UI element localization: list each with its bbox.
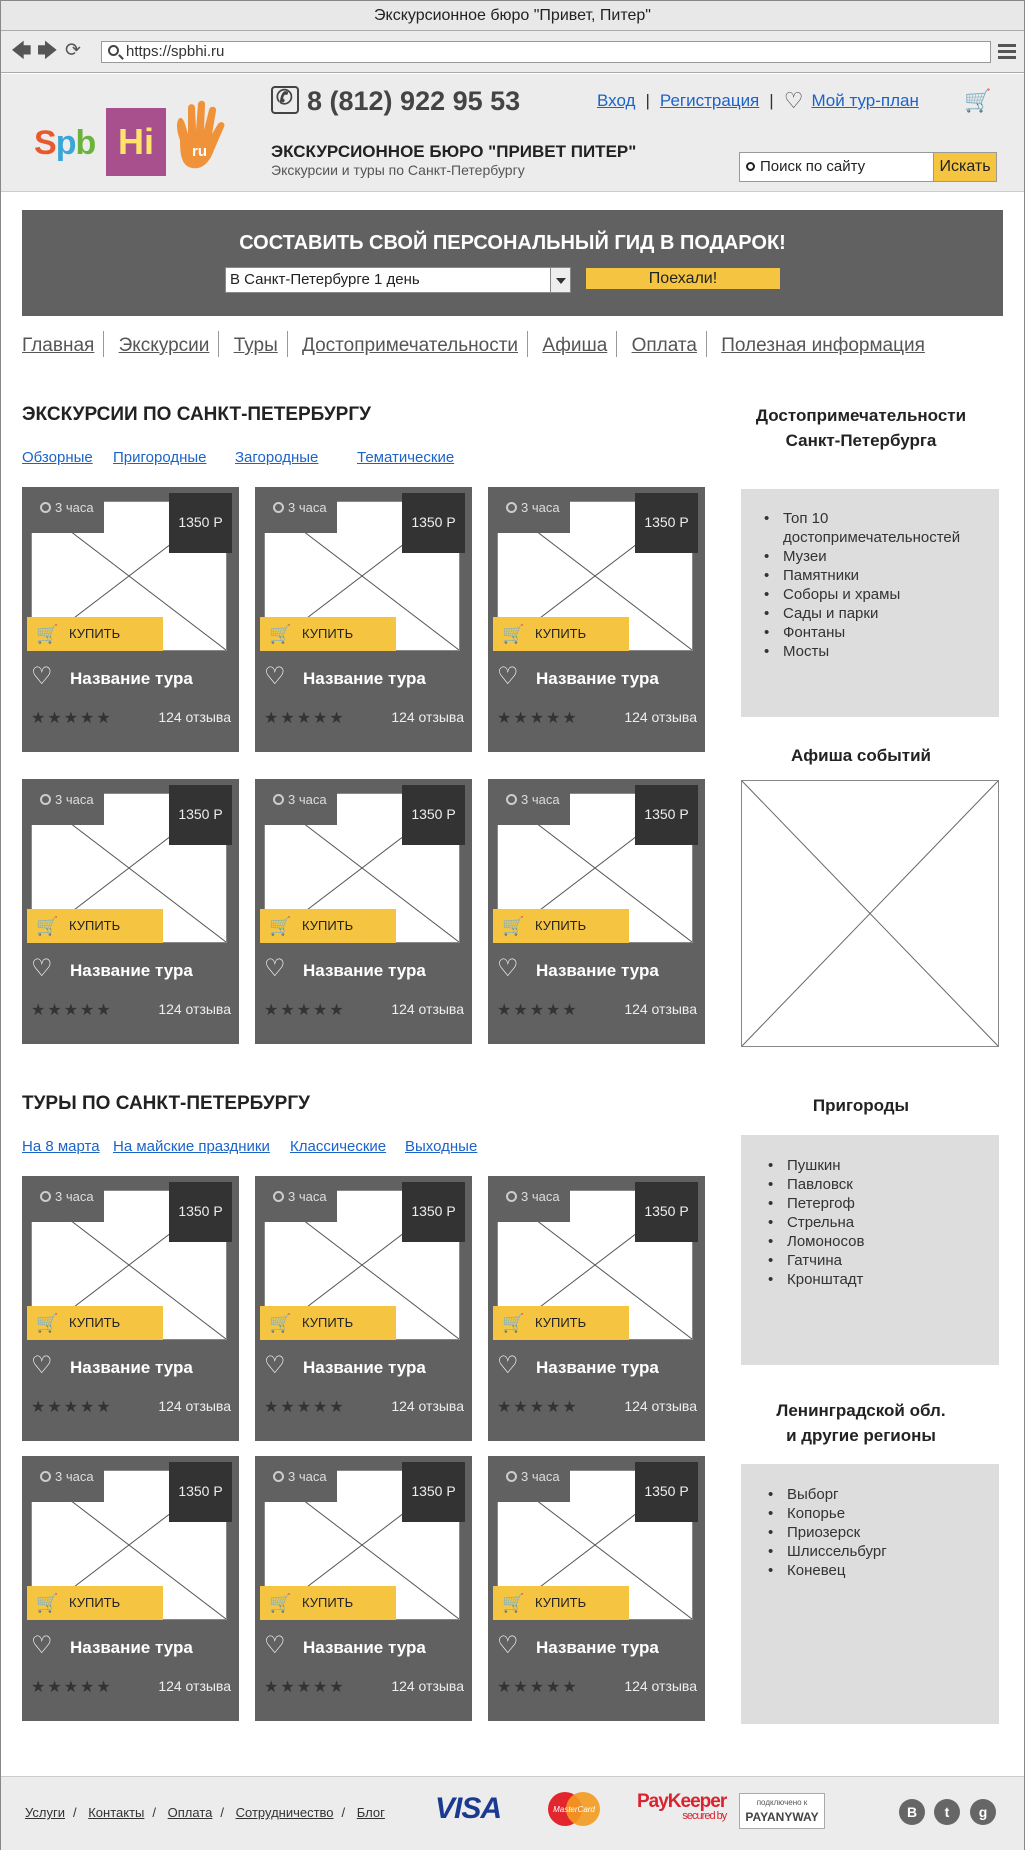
guide-select-value: В Санкт-Петербурге 1 день (230, 271, 420, 288)
buy-button[interactable]: 🛒 КУПИТЬ (260, 1586, 396, 1620)
cart-icon: 🛒 (36, 1313, 59, 1333)
tour-name[interactable]: Название тура (536, 1358, 659, 1377)
cart-icon: 🛒 (269, 1593, 292, 1613)
cart-icon: 🛒 (36, 1593, 59, 1613)
payanyway-logo: подключено к PAYANYWAY (739, 1793, 825, 1829)
tours-title: ТУРЫ ПО САНКТ-ПЕТЕРБУРГУ (22, 1093, 310, 1114)
forward-arrow-icon[interactable]: 🡆 (37, 40, 58, 62)
tour-name[interactable]: Название тура (303, 961, 426, 980)
cart-icon: 🛒 (269, 1313, 292, 1333)
tour-price: 1350 Р (635, 1462, 698, 1522)
clock-icon (506, 502, 517, 513)
search-button[interactable]: Искать (933, 152, 997, 182)
paykeeper-logo: PayKeeper secured by (637, 1791, 727, 1822)
sights-item[interactable]: • Музеи (783, 547, 993, 566)
filter-march-8[interactable]: На 8 марта (22, 1138, 100, 1155)
suburbs-title: Пригороды (812, 1096, 910, 1115)
nav-useful-info[interactable]: Полезная информация (721, 335, 925, 356)
clock-icon (273, 1191, 284, 1202)
excursions-title: ЭКСКУРСИИ ПО САНКТ-ПЕТЕРБУРГУ (22, 404, 371, 425)
tour-card[interactable] (22, 779, 239, 1044)
nav-sights[interactable]: Достопримечательности (302, 335, 519, 356)
rating-stars: ★★★★★ (264, 1002, 346, 1019)
rating-stars: ★★★★★ (31, 710, 113, 727)
tour-name[interactable]: Название тура (536, 1638, 659, 1657)
tour-name[interactable]: Название тура (70, 961, 193, 980)
mastercard-logo (547, 1791, 601, 1827)
suburbs-item[interactable]: • Пушкин (787, 1156, 999, 1175)
nav-payment[interactable]: Оплата (631, 335, 697, 356)
nav-tours[interactable]: Туры (233, 335, 278, 356)
regions-title: Ленинградской обл. и другие регионы (776, 1401, 946, 1445)
buy-button[interactable]: 🛒 КУПИТЬ (27, 1306, 163, 1340)
main-nav (22, 331, 925, 357)
cart-icon: 🛒 (269, 624, 292, 644)
buy-button[interactable]: 🛒 КУПИТЬ (260, 909, 396, 943)
reviews-count[interactable]: 124 отзыва (624, 1398, 697, 1414)
reviews-count[interactable]: 124 отзыва (391, 1678, 464, 1694)
tour-duration: 3 часа (496, 1186, 570, 1222)
heart-icon[interactable]: ♡ (31, 1352, 53, 1379)
cart-icon: 🛒 (502, 624, 525, 644)
vk-icon[interactable]: В (899, 1799, 925, 1825)
site-footer (1, 1776, 1024, 1850)
buy-button[interactable]: 🛒 КУПИТЬ (27, 617, 163, 651)
tour-duration: 3 часа (263, 789, 337, 825)
suburbs-item[interactable]: • Ломоносов (787, 1232, 999, 1251)
tour-duration: 3 часа (496, 789, 570, 825)
buy-button[interactable]: 🛒 КУПИТЬ (260, 1306, 396, 1340)
login-link[interactable]: Вход (597, 91, 636, 110)
sights-item[interactable]: • Мосты (783, 642, 993, 661)
site-header (1, 74, 1024, 192)
search-icon (108, 45, 119, 56)
google-icon[interactable]: g (970, 1799, 996, 1825)
tour-duration: 3 часа (496, 1466, 570, 1502)
heart-icon[interactable]: ♡ (497, 955, 519, 982)
clock-icon (40, 794, 51, 805)
footer-link-partnership[interactable]: Сотрудничество (235, 1805, 334, 1820)
buy-button[interactable]: 🛒 КУПИТЬ (493, 909, 629, 943)
suburbs-item[interactable]: • Павловск (787, 1175, 999, 1194)
regions-item[interactable]: • Выборг (787, 1485, 999, 1504)
logo-hi: Hi (106, 108, 166, 176)
tour-price: 1350 Р (635, 1182, 698, 1242)
rating-stars: ★★★★★ (497, 1679, 579, 1696)
filter-thematic[interactable]: Тематические (357, 449, 455, 466)
cart-icon: 🛒 (269, 916, 292, 936)
tour-price: 1350 Р (402, 785, 465, 845)
footer-link-contacts[interactable]: Контакты (88, 1805, 145, 1820)
regions-item[interactable]: • Шлиссельбург (787, 1542, 999, 1561)
heart-icon[interactable]: ♡ (783, 88, 804, 113)
afisha-image[interactable] (741, 780, 999, 1047)
tour-card[interactable] (22, 487, 239, 752)
go-button[interactable]: Поехали! (586, 268, 780, 289)
rating-stars: ★★★★★ (264, 710, 346, 727)
reviews-count[interactable]: 124 отзыва (624, 1678, 697, 1694)
filter-suburban[interactable]: Пригородные (113, 449, 207, 466)
filter-may-holidays[interactable]: На майские праздники (113, 1138, 270, 1155)
phone-number[interactable] (271, 86, 520, 117)
site-logo[interactable] (34, 100, 224, 176)
tour-duration: 3 часа (263, 497, 337, 533)
heart-icon[interactable]: ♡ (264, 1352, 286, 1379)
regions-item[interactable]: • Копорье (787, 1504, 999, 1523)
suburbs-item[interactable]: • Кронштадт (787, 1270, 999, 1289)
window-title: Экскурсионное бюро "Привет, Питер" (1, 1, 1024, 31)
heart-icon[interactable]: ♡ (497, 663, 519, 690)
rating-stars: ★★★★★ (264, 1679, 346, 1696)
regions-item[interactable]: • Приозерск (787, 1523, 999, 1542)
tour-name[interactable]: Название тура (70, 1638, 193, 1657)
reviews-count[interactable]: 124 отзыва (391, 709, 464, 725)
buy-button[interactable]: 🛒 КУПИТЬ (27, 1586, 163, 1620)
search-placeholder: Поиск по сайту (760, 158, 866, 175)
clock-icon (40, 1191, 51, 1202)
reviews-count[interactable]: 124 отзыва (624, 1001, 697, 1017)
filter-classic[interactable]: Классические (290, 1138, 387, 1155)
clock-icon (506, 1191, 517, 1202)
tour-card[interactable] (488, 1456, 705, 1721)
regions-box (741, 1464, 999, 1724)
phone-icon (271, 86, 299, 114)
rating-stars: ★★★★★ (497, 1399, 579, 1416)
filter-country[interactable]: Загородные (235, 449, 319, 466)
tour-duration: 3 часа (263, 1186, 337, 1222)
heart-icon[interactable]: ♡ (264, 1632, 286, 1659)
rating-stars: ★★★★★ (497, 1002, 579, 1019)
tour-price: 1350 Р (635, 785, 698, 845)
logo-ru: ru (192, 143, 207, 160)
guide-select[interactable] (225, 267, 571, 293)
buy-button[interactable]: 🛒 КУПИТЬ (493, 617, 629, 651)
heart-icon[interactable]: ♡ (497, 1632, 519, 1659)
back-arrow-icon[interactable]: 🡄 (11, 40, 32, 62)
tour-duration: 3 часа (30, 1186, 104, 1222)
cart-icon: 🛒 (502, 916, 525, 936)
reviews-count[interactable]: 124 отзыва (624, 709, 697, 725)
suburbs-item[interactable]: • Гатчина (787, 1251, 999, 1270)
heart-icon[interactable]: ♡ (264, 955, 286, 982)
search-input[interactable] (739, 152, 935, 182)
tour-card[interactable] (22, 1176, 239, 1441)
sights-box (741, 489, 999, 717)
nav-home[interactable]: Главная (22, 335, 95, 356)
clock-icon (40, 502, 51, 513)
tour-duration: 3 часа (496, 497, 570, 533)
tour-price: 1350 Р (402, 493, 465, 553)
rating-stars: ★★★★★ (31, 1399, 113, 1416)
search-icon (746, 162, 755, 171)
footer-link-payment[interactable]: Оплата (167, 1805, 213, 1820)
tour-price: 1350 Р (169, 493, 232, 553)
tour-card[interactable] (22, 1456, 239, 1721)
menu-icon[interactable] (998, 44, 1016, 62)
reviews-count[interactable]: 124 отзыва (158, 1398, 231, 1414)
tour-duration: 3 часа (30, 789, 104, 825)
tour-price: 1350 Р (402, 1462, 465, 1522)
rating-stars: ★★★★★ (31, 1679, 113, 1696)
tour-name[interactable]: Название тура (303, 1638, 426, 1657)
register-link[interactable]: Регистрация (659, 91, 760, 110)
tour-duration: 3 часа (30, 1466, 104, 1502)
suburbs-item[interactable]: • Петергоф (787, 1194, 999, 1213)
heart-icon[interactable]: ♡ (264, 663, 286, 690)
heart-icon[interactable]: ♡ (31, 663, 53, 690)
banner-title: СОСТАВИТЬ СВОЙ ПЕРСОНАЛЬНЫЙ ГИД В ПОДАРОК! (239, 232, 786, 254)
tour-name[interactable]: Название тура (70, 669, 193, 688)
tour-price: 1350 Р (169, 785, 232, 845)
reviews-count[interactable]: 124 отзыва (158, 709, 231, 725)
nav-excursions[interactable]: Экскурсии (118, 335, 210, 356)
clock-icon (273, 794, 284, 805)
clock-icon (273, 502, 284, 513)
afisha-title: Афиша событий (790, 746, 932, 765)
sights-item[interactable]: • Фонтаны (783, 623, 993, 642)
tour-duration: 3 часа (30, 497, 104, 533)
tour-price: 1350 Р (169, 1182, 232, 1242)
rating-stars: ★★★★★ (264, 1399, 346, 1416)
my-plan-link[interactable]: Мой тур-план (811, 91, 919, 110)
clock-icon (506, 1471, 517, 1482)
rating-stars: ★★★★★ (497, 710, 579, 727)
buy-button[interactable]: 🛒 КУПИТЬ (27, 909, 163, 943)
footer-link-blog[interactable]: Блог (356, 1805, 385, 1820)
tour-card[interactable] (488, 487, 705, 752)
tour-name[interactable]: Название тура (303, 669, 426, 688)
sights-item[interactable]: • Памятники (783, 566, 993, 585)
clock-icon (506, 794, 517, 805)
gift-banner (22, 210, 1003, 316)
tour-price: 1350 Р (169, 1462, 232, 1522)
tour-card[interactable] (255, 779, 472, 1044)
reviews-count[interactable]: 124 отзыва (391, 1001, 464, 1017)
tour-card[interactable] (488, 779, 705, 1044)
site-search (739, 152, 997, 182)
cart-icon[interactable]: 🛒 (964, 88, 992, 113)
reviews-count[interactable]: 124 отзыва (158, 1001, 231, 1017)
sights-item[interactable]: • Сады и парки (783, 604, 993, 623)
filter-overview[interactable]: Обзорные (22, 449, 93, 466)
image-placeholder-icon (742, 781, 998, 1046)
heart-icon[interactable]: ♡ (31, 955, 53, 982)
buy-button[interactable]: 🛒 КУПИТЬ (493, 1586, 629, 1620)
nav-afisha[interactable]: Афиша (542, 335, 608, 356)
agency-subtitle: Экскурсии и туры по Санкт-Петербургу (271, 162, 525, 178)
svg-text:MasterCard: MasterCard (553, 1805, 595, 1814)
chevron-down-icon (550, 268, 570, 292)
tour-card[interactable] (488, 1176, 705, 1441)
cart-icon: 🛒 (502, 1313, 525, 1333)
address-bar (1, 31, 1024, 73)
tour-card[interactable] (255, 1176, 472, 1441)
buy-button[interactable]: 🛒 КУПИТЬ (260, 617, 396, 651)
heart-icon[interactable]: ♡ (31, 1632, 53, 1659)
agency-name: ЭКСКУРСИОННОЕ БЮРО "ПРИВЕТ ПИТЕР" (271, 142, 637, 161)
heart-icon[interactable]: ♡ (497, 1352, 519, 1379)
url-input[interactable] (101, 41, 991, 63)
tour-price: 1350 Р (402, 1182, 465, 1242)
sights-title: Достопримечательности Санкт-Петербурга (755, 406, 967, 450)
tour-name[interactable]: Название тура (303, 1358, 426, 1377)
cart-icon: 🛒 (36, 624, 59, 644)
reload-icon[interactable]: ⟳ (65, 40, 81, 61)
url-text: https://spbhi.ru (126, 43, 225, 60)
tour-card[interactable] (255, 487, 472, 752)
visa-logo: VISA (435, 1792, 502, 1825)
rating-stars: ★★★★★ (31, 1002, 113, 1019)
suburbs-item[interactable]: • Стрельна (787, 1213, 999, 1232)
logo-hand-icon (170, 100, 226, 176)
sights-item[interactable]: • Топ 10 достопримечательностей (783, 509, 993, 547)
filter-weekends[interactable]: Выходные (405, 1138, 478, 1155)
buy-button[interactable]: 🛒 КУПИТЬ (493, 1306, 629, 1340)
suburbs-box (741, 1135, 999, 1365)
logo-spb: Spb (34, 124, 96, 162)
tour-card[interactable] (255, 1456, 472, 1721)
regions-item[interactable]: • Коневец (787, 1561, 999, 1580)
sights-item[interactable]: • Соборы и храмы (783, 585, 993, 604)
account-links: Вход | Регистрация | ♡ Мой тур-план (597, 88, 919, 113)
tour-duration: 3 часа (263, 1466, 337, 1502)
tour-name[interactable]: Название тура (536, 961, 659, 980)
tour-name[interactable]: Название тура (70, 1358, 193, 1377)
phone-text: 8 (812) 922 95 53 (307, 86, 521, 116)
clock-icon (40, 1471, 51, 1482)
cart-icon: 🛒 (36, 916, 59, 936)
reviews-count[interactable]: 124 отзыва (158, 1678, 231, 1694)
reviews-count[interactable]: 124 отзыва (391, 1398, 464, 1414)
cart-icon: 🛒 (502, 1593, 525, 1613)
clock-icon (273, 1471, 284, 1482)
footer-links: Услуги / Контакты / Оплата / Сотрудничество / Блог (25, 1805, 385, 1820)
tour-name[interactable]: Название тура (536, 669, 659, 688)
tour-price: 1350 Р (635, 493, 698, 553)
footer-link-services[interactable]: Услуги (25, 1805, 65, 1820)
twitter-icon[interactable]: t (934, 1799, 960, 1825)
